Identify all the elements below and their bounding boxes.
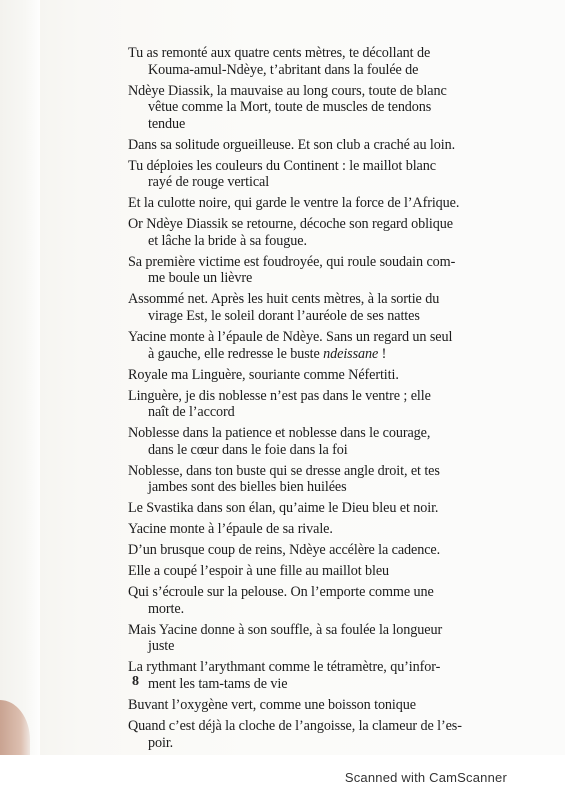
- poem-stanza: [128, 659, 483, 692]
- poem-stanza: [128, 622, 483, 655]
- poem-line: ment les tam-tams de vie: [148, 676, 288, 693]
- poem-stanza: [128, 697, 483, 714]
- poem-line: Yacine monte à l’épaule de Ndèye. Sans un regard un seul: [128, 329, 453, 346]
- poem-stanza: [128, 367, 483, 384]
- poem-text: [128, 45, 483, 756]
- poem-stanza: [128, 216, 483, 249]
- poem-line: dans le cœur dans le foie dans la foi: [148, 441, 348, 458]
- binding-shadow: [0, 0, 42, 755]
- poem-stanza: [128, 254, 483, 287]
- poem-line: La rythmant l’arythmant comme le tétramètre, qu’infor-: [128, 659, 441, 676]
- poem-line: et lâche la bride à sa fougue.: [148, 232, 307, 249]
- poem-stanza: [128, 542, 483, 559]
- poem-stanza: [128, 718, 483, 751]
- poem-line: Noblesse dans la patience et noblesse dans le courage,: [128, 425, 431, 442]
- poem-line: Mais Yacine donne à son souffle, à sa foulée la longueur: [128, 621, 443, 638]
- poem-stanza: [128, 45, 483, 78]
- poem-line: Yacine monte à l’épaule de sa rivale.: [128, 521, 333, 538]
- poem-line: Et la culotte noire, qui garde le ventre la force de l’Afrique.: [128, 195, 460, 212]
- poem-line: Quand c’est déjà la cloche de l’angoisse, la clameur de l’es-: [128, 717, 462, 734]
- poem-line: Linguère, je dis noblesse n’est pas dans le ventre ; elle: [128, 387, 431, 404]
- poem-line: Dans sa solitude orgueilleuse. Et son club a craché au loin.: [128, 136, 456, 153]
- poem-line: Elle a coupé l’espoir à une fille au maillot bleu: [128, 563, 390, 580]
- page-number: 8: [132, 674, 139, 689]
- poem-stanza: [128, 329, 483, 362]
- poem-stanza: [128, 137, 483, 154]
- poem-line: vêtue comme la Mort, toute de muscles de tendons: [148, 99, 432, 116]
- poem-line: rayé de rouge vertical: [148, 174, 270, 191]
- poem-stanza: [128, 563, 483, 580]
- poem-stanza: [128, 195, 483, 212]
- poem-line: virage Est, le soleil dorant l’auréole de ses nattes: [148, 308, 420, 325]
- poem-line: Le Svastika dans son élan, qu’aime le Dieu bleu et noir.: [128, 500, 439, 517]
- poem-stanza: [128, 463, 483, 496]
- poem-stanza: [128, 500, 483, 517]
- poem-line: à gauche, elle redresse le buste ndeissane !: [148, 345, 387, 362]
- poem-line: juste: [148, 638, 175, 655]
- poem-line: Qui s’écroule sur la pelouse. On l’emporte comme une: [128, 584, 434, 601]
- poem-line: Kouma-amul-Ndèye, t’abritant dans la foulée de: [148, 61, 419, 78]
- poem-line: Royale ma Linguère, souriante comme Néfertiti.: [128, 366, 399, 383]
- poem-line: Buvant l’oxygène vert, comme une boisson tonique: [128, 697, 416, 713]
- poem-line: morte.: [148, 600, 185, 617]
- poem-line: tendue: [148, 115, 186, 132]
- poem-line: Tu as remonté aux quatre cents mètres, te décollant de: [128, 45, 431, 61]
- poem-stanza: [128, 83, 483, 133]
- poem-line: Or Ndèye Diassik se retourne, décoche son regard oblique: [128, 216, 453, 233]
- scanner-watermark: Scanned with CamScanner: [344, 770, 507, 785]
- poem-stanza: [128, 521, 483, 538]
- poem-line: naît de l’accord: [148, 404, 235, 421]
- poem-stanza: [128, 425, 483, 458]
- poem-line: Assommé net. Après les huit cents mètres, à la sortie du: [128, 291, 440, 308]
- poem-stanza: [128, 158, 483, 191]
- poem-stanza: [128, 291, 483, 324]
- poem-line: Ndèye Diassik, la mauvaise au long cours, toute de blanc: [128, 82, 447, 99]
- poem-stanza: [128, 584, 483, 617]
- poem-line: me boule un lièvre: [148, 270, 253, 287]
- poem-line: D’un brusque coup de reins, Ndèye accélère la cadence.: [128, 542, 441, 559]
- poem-line: Noblesse, dans ton buste qui se dresse angle droit, et tes: [128, 462, 440, 479]
- poem-line: Sa première victime est foudroyée, qui roule soudain com-: [128, 253, 456, 270]
- poem-stanza: [128, 388, 483, 421]
- poem-line: jambes sont des bielles bien huilées: [148, 479, 347, 496]
- poem-line: poir.: [148, 734, 174, 751]
- poem-line: Tu déploies les couleurs du Continent : le maillot blanc: [128, 157, 436, 174]
